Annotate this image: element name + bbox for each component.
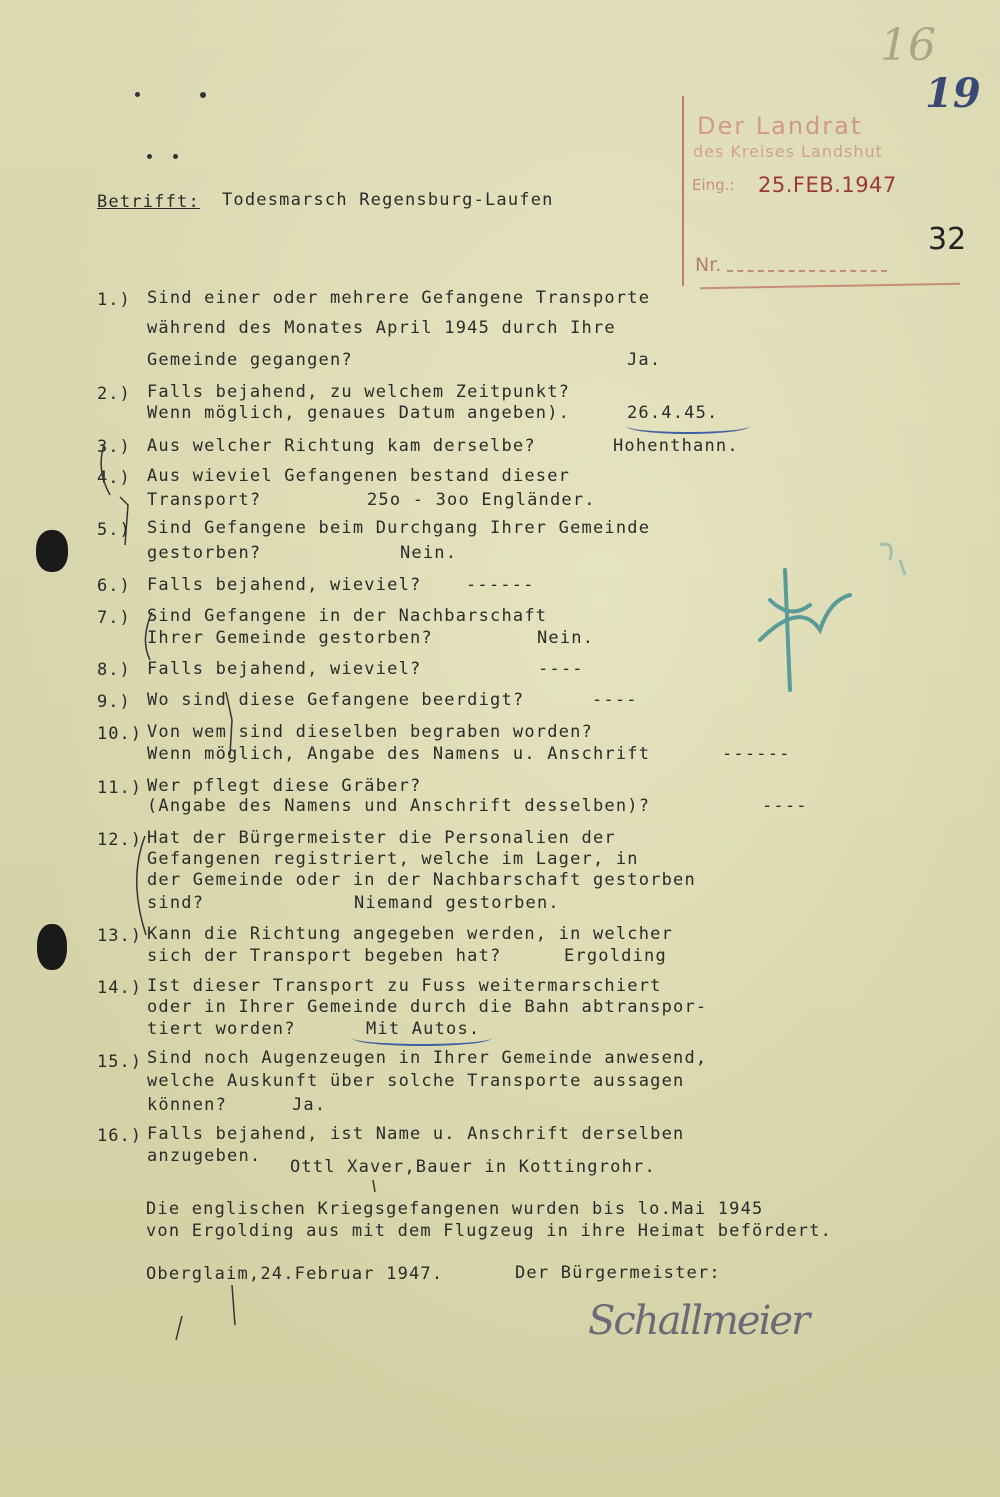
- question-answer: ------: [466, 575, 535, 595]
- question-number: 6.): [97, 576, 131, 596]
- question-answer: Niemand gestorben.: [354, 893, 560, 913]
- question-text: Von wem sind dieselben begraben worden?: [147, 722, 593, 742]
- question-text: Falls bejahend, wieviel?: [147, 659, 422, 679]
- stamp-office-line2: des Kreises Landshut: [693, 142, 883, 161]
- question-answer: Nein.: [537, 628, 595, 648]
- question-answer: ----: [592, 690, 638, 710]
- question-number: 14.): [97, 978, 142, 998]
- question-number: 10.): [97, 724, 142, 744]
- question-text: während des Monates April 1945 durch Ihre: [147, 318, 616, 338]
- question-text: Falls bejahend, wieviel?: [147, 575, 422, 595]
- question-answer: Ja.: [627, 350, 662, 370]
- closing-line-2: von Ergolding aus mit dem Flugzeug in ihre Heimat befördert.: [146, 1221, 833, 1241]
- question-text: Sind Gefangene in der Nachbarschaft: [147, 606, 548, 626]
- question-number: 1.): [97, 290, 131, 310]
- question-number: 15.): [97, 1052, 142, 1072]
- question-number: 7.): [97, 608, 131, 628]
- question-number: 12.): [97, 830, 142, 850]
- question-number: 8.): [97, 660, 131, 680]
- question-text: Hat der Bürgermeister die Personalien der: [147, 828, 616, 848]
- question-answer: ------: [722, 744, 791, 764]
- question-answer: 26.4.45.: [627, 403, 719, 423]
- question-text: Sind Gefangene beim Durchgang Ihrer Gemeinde: [147, 518, 651, 538]
- question-text: anzugeben.: [147, 1146, 262, 1166]
- question-number: 4.): [97, 468, 131, 488]
- question-text: Aus welcher Richtung kam derselbe?: [147, 436, 536, 456]
- handwritten-mark-16: 16: [880, 20, 936, 71]
- question-answer: Hohenthann.: [613, 436, 739, 456]
- question-text: sind?: [147, 893, 205, 913]
- question-answer: Ja.: [292, 1095, 327, 1115]
- subject-label: Betrifft:: [97, 192, 200, 212]
- question-number: 2.): [97, 384, 131, 404]
- question-answer: Ergolding: [564, 946, 667, 966]
- question-text: Falls bejahend, zu welchem Zeitpunkt?: [147, 382, 571, 402]
- question-text: Transport?: [147, 490, 262, 510]
- handwritten-mark-19: 19: [925, 70, 981, 117]
- question-number: 13.): [97, 926, 142, 946]
- question-text: Gemeinde gegangen?: [147, 350, 353, 370]
- question-answer: 25o - 3oo Engländer.: [367, 490, 596, 510]
- place-date: Oberglaim,24.Februar 1947.: [146, 1264, 444, 1284]
- question-number: 5.): [97, 520, 131, 540]
- question-answer: Ottl Xaver,Bauer in Kottingrohr.: [290, 1157, 656, 1177]
- question-text: tiert worden?: [147, 1019, 296, 1039]
- question-text: (Angabe des Namens und Anschrift desselben)?: [147, 796, 651, 816]
- question-text: Sind einer oder mehrere Gefangene Transporte: [147, 288, 651, 308]
- question-number: 3.): [97, 437, 131, 457]
- closing-line-1: Die englischen Kriegsgefangenen wurden bis lo.Mai 1945: [146, 1199, 764, 1219]
- question-text: Wenn möglich, Angabe des Namens u. Anschrift: [147, 744, 651, 764]
- question-text: Wenn möglich, genaues Datum angeben).: [147, 403, 571, 423]
- page-number: 32: [928, 222, 967, 257]
- question-text: Ist dieser Transport zu Fuss weitermarschiert: [147, 976, 662, 996]
- stamp-nr-label: Nr.: [695, 254, 722, 276]
- question-text: können?: [147, 1095, 228, 1115]
- question-answer: ----: [762, 796, 808, 816]
- question-number: 11.): [97, 778, 142, 798]
- question-text: Wer pflegt diese Gräber?: [147, 776, 422, 796]
- question-text: Gefangenen registriert, welche im Lager, in: [147, 849, 639, 869]
- question-text: der Gemeinde oder in der Nachbarschaft gestorben: [147, 870, 696, 890]
- question-text: Ihrer Gemeinde gestorben?: [147, 628, 433, 648]
- question-text: Wo sind diese Gefangene beerdigt?: [147, 690, 525, 710]
- question-text: Falls bejahend, ist Name u. Anschrift derselben: [147, 1124, 685, 1144]
- subject-text: Todesmarsch Regensburg-Laufen: [222, 190, 554, 210]
- stamp-eing-label: Eing.:: [692, 176, 735, 194]
- question-text: gestorben?: [147, 543, 262, 563]
- question-text: Kann die Richtung angegeben werden, in welcher: [147, 924, 674, 944]
- stamp-office-line1: Der Landrat: [697, 112, 863, 140]
- mayor-title: Der Bürgermeister:: [515, 1263, 721, 1283]
- stamp-date: 25.FEB.1947: [758, 173, 897, 197]
- question-text: sich der Transport begeben hat?: [147, 946, 502, 966]
- question-answer: Mit Autos.: [366, 1019, 481, 1039]
- mayor-signature: Schallmeier: [588, 1298, 809, 1344]
- question-answer: ----: [538, 659, 584, 679]
- question-text: Aus wieviel Gefangenen bestand dieser: [147, 466, 571, 486]
- question-text: Sind noch Augenzeugen in Ihrer Gemeinde anwesend,: [147, 1048, 708, 1068]
- question-number: 9.): [97, 692, 131, 712]
- question-number: 16.): [97, 1126, 142, 1146]
- question-text: oder in Ihrer Gemeinde durch die Bahn abtranspor-: [147, 997, 708, 1017]
- question-answer: Nein.: [400, 543, 458, 563]
- question-text: welche Auskunft über solche Transporte aussagen: [147, 1071, 685, 1091]
